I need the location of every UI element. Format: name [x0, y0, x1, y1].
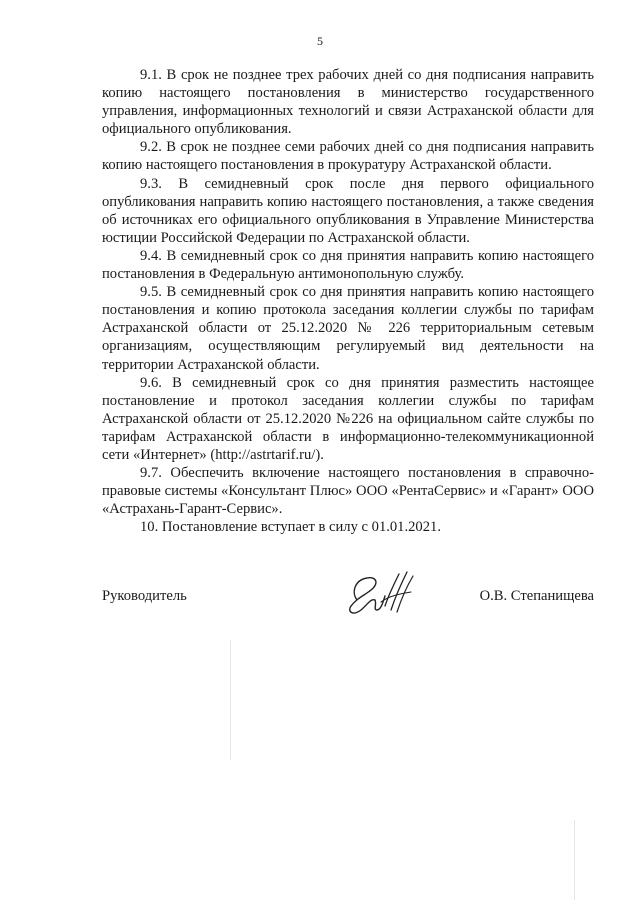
paragraph-9-4: 9.4. В семидневный срок со дня принятия направить копию настоящего постановления в Федеральную антимонопольную службу.: [102, 247, 594, 283]
page-number: 5: [317, 34, 323, 48]
paragraph-9-3: 9.3. В семидневный срок после дня первого официального опубликования направить копию настоящего постановления, а также сведения об источниках его официального опубликования в Управление Министерства юстиции Российской Федерации по Астраханской области.: [102, 175, 594, 246]
paragraph-9-1: 9.1. В срок не позднее трех рабочих дней со дня подписания направить копию настоящего постановления в министерство государственного управления, информационных технологий и связи Астраханской области для официального опубликования.: [102, 67, 594, 138]
signatory-name: О.В. Степанищева: [479, 588, 594, 604]
scan-artifact-line: [230, 640, 231, 760]
handwritten-signature: [337, 566, 427, 622]
paragraph-9-2: 9.2. В срок не позднее семи рабочих дней со дня подписания направить копию настоящего постановления в прокуратуру Астраханской области.: [102, 139, 594, 174]
document-body: [102, 66, 594, 536]
paragraph-9-6: 9.6. В семидневный срок со дня принятия разместить настоящее постановление и протокол заседания коллегии службы по тарифам Астраханской области от 25.12.2020 №226 на официальном сайте службы по тарифам Астраханской области в информационно-телекоммуникационной сети «Интернет» (http://astrtarif.ru/).: [102, 374, 594, 463]
signature-block: [102, 588, 594, 618]
paragraph-9-5: 9.5. В семидневный срок со дня принятия направить копию настоящего постановления и копию протокола заседания коллегии службы по тарифам Астраханской области от 25.12.2020 № 226 территориальным сетевым организациям, осуществляющим регулируемый вид деятельности на территории Астраханской области.: [102, 284, 594, 373]
scan-artifact-line: [574, 820, 575, 900]
signatory-title: Руководитель: [102, 588, 187, 604]
paragraph-10: 10. Постановление вступает в силу с 01.01.2021.: [140, 519, 441, 536]
paragraph-9-7: 9.7. Обеспечить включение настоящего постановления в справочно-правовые системы «Консультант Плюс» ООО «РентаСервис» и «Гарант» ООО «Астрахань-Гарант-Сервис».: [102, 465, 594, 518]
